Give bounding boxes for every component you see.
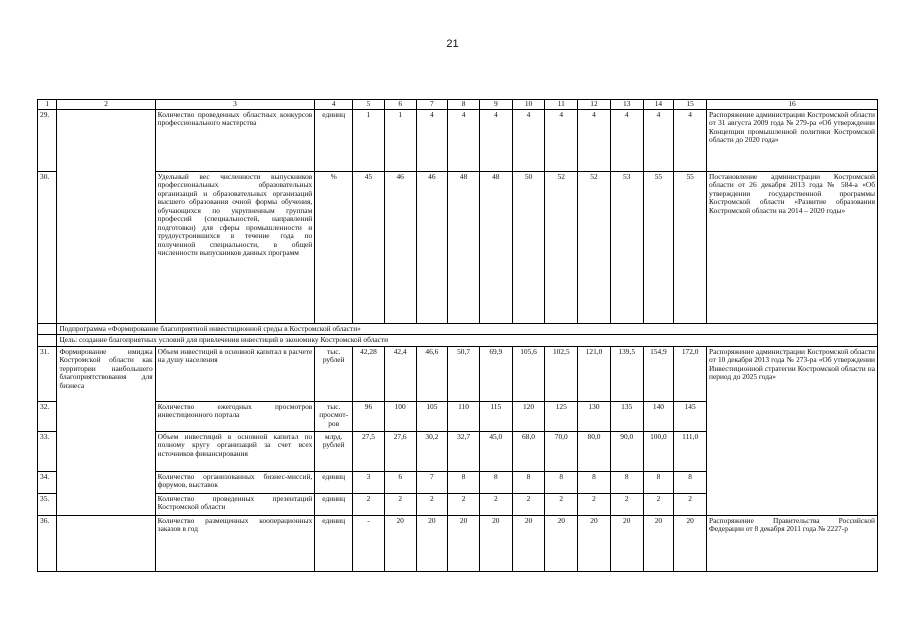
legal-basis: Распоряжение Правительства Российской Федерации от 8 декабря 2011 года № 2227-р (707, 515, 878, 571)
value-cell: 120 (512, 401, 545, 431)
goal-title: Цель: создание благоприятных условий для привлечения инвестиций в экономику Костромской области (57, 335, 878, 347)
value-cell: 20 (545, 515, 578, 571)
unit: единиц (315, 471, 353, 493)
row-number: 33. (38, 431, 57, 471)
value-cell: 20 (384, 515, 416, 571)
value-cell: 105,6 (512, 346, 545, 401)
value-cell: 20 (512, 515, 545, 571)
task-cell (57, 471, 155, 493)
unit: тыс. просмот-ров (315, 401, 353, 431)
value-cell: 8 (674, 471, 707, 493)
value-cell: 8 (610, 471, 643, 493)
indicator-name: Объем инвестиций в основной капитал по полному кругу организаций за счет всех источников финансирования (155, 431, 315, 471)
table-row (38, 515, 878, 571)
value-cell: 30,2 (416, 431, 448, 471)
value-cell: 140 (643, 401, 674, 431)
table-row (38, 431, 878, 471)
value-cell: 55 (674, 171, 707, 323)
value-cell: 4 (416, 109, 448, 171)
value-cell: 2 (643, 493, 674, 515)
value-cell: 50 (512, 171, 545, 323)
row-number: 31. (38, 346, 57, 401)
value-cell: 4 (643, 109, 674, 171)
value-cell: 115 (479, 401, 512, 431)
legal-basis (707, 401, 878, 431)
unit: тыс. рублей (315, 346, 353, 401)
table-row (38, 493, 878, 515)
indicator-name: Количество ежегодных просмотров инвестиционного портала (155, 401, 315, 431)
indicator-name: Количество проведенных презентаций Костромской области (155, 493, 315, 515)
row-number (38, 335, 57, 347)
row-number: 35. (38, 493, 57, 515)
header-cell: 10 (512, 100, 545, 110)
value-cell: 2 (578, 493, 611, 515)
indicator-name: Количество организованных бизнес-миссий, форумов, выставок (155, 471, 315, 493)
value-cell: 8 (479, 471, 512, 493)
value-cell: 105 (416, 401, 448, 431)
value-cell: 121,0 (578, 346, 611, 401)
value-cell: 2 (384, 493, 416, 515)
value-cell: 55 (643, 171, 674, 323)
unit: единиц (315, 515, 353, 571)
task-cell: Формирование имиджа Костромской области как территории наибольшего благоприятствования для бизнеса (57, 346, 155, 401)
header-cell: 16 (707, 100, 878, 110)
legal-basis: Постановление администрации Костромской области от 26 декабря 2013 года № 584-а «Об утверждении государственной программы Костромской области «Развитие образования Костромской области на 2014 – 2020 годы» (707, 171, 878, 323)
value-cell: 46 (416, 171, 448, 323)
task-cell (57, 171, 155, 323)
value-cell: 42,28 (353, 346, 385, 401)
subprogram-row (38, 323, 878, 335)
header-cell: 3 (155, 100, 315, 110)
value-cell: 4 (545, 109, 578, 171)
header-cell: 15 (674, 100, 707, 110)
indicator-name: Количество размещенных кооперационных заказов в год (155, 515, 315, 571)
row-number: 36. (38, 515, 57, 571)
value-cell: 145 (674, 401, 707, 431)
row-number: 34. (38, 471, 57, 493)
value-cell: 20 (578, 515, 611, 571)
value-cell: 45,0 (479, 431, 512, 471)
value-cell: 32,7 (448, 431, 480, 471)
header-row (38, 100, 878, 110)
header-cell: 6 (384, 100, 416, 110)
value-cell: 20 (674, 515, 707, 571)
legal-basis (707, 471, 878, 493)
value-cell: 20 (448, 515, 480, 571)
value-cell: 8 (448, 471, 480, 493)
legal-basis (707, 431, 878, 471)
value-cell: 68,0 (512, 431, 545, 471)
header-cell: 12 (578, 100, 611, 110)
row-number: 32. (38, 401, 57, 431)
subprogram-title: Подпрограмма «Формирование благоприятной инвестиционной среды в Костромской области» (57, 323, 878, 335)
table-row (38, 471, 878, 493)
value-cell: - (353, 515, 385, 571)
value-cell: 139,5 (610, 346, 643, 401)
table-row (38, 401, 878, 431)
table-row (38, 346, 878, 401)
value-cell: 110 (448, 401, 480, 431)
value-cell: 130 (578, 401, 611, 431)
indicators-table (37, 99, 878, 572)
legal-basis (707, 493, 878, 515)
header-cell: 13 (610, 100, 643, 110)
value-cell: 4 (578, 109, 611, 171)
value-cell: 20 (610, 515, 643, 571)
value-cell: 111,0 (674, 431, 707, 471)
value-cell: 8 (643, 471, 674, 493)
value-cell: 4 (674, 109, 707, 171)
value-cell: 8 (512, 471, 545, 493)
table-row (38, 109, 878, 171)
page-number: 21 (446, 38, 459, 50)
task-cell (57, 109, 155, 171)
value-cell: 8 (545, 471, 578, 493)
value-cell: 48 (448, 171, 480, 323)
indicator-name: Объем инвестиций в основной капитал в расчете на душу населения (155, 346, 315, 401)
value-cell: 2 (479, 493, 512, 515)
unit: единиц (315, 109, 353, 171)
value-cell: 1 (384, 109, 416, 171)
value-cell: 2 (674, 493, 707, 515)
value-cell: 100,0 (643, 431, 674, 471)
value-cell: 52 (578, 171, 611, 323)
value-cell: 45 (353, 171, 385, 323)
header-cell: 8 (448, 100, 480, 110)
value-cell: 2 (512, 493, 545, 515)
value-cell: 20 (416, 515, 448, 571)
value-cell: 2 (545, 493, 578, 515)
value-cell: 100 (384, 401, 416, 431)
value-cell: 6 (384, 471, 416, 493)
value-cell: 27,6 (384, 431, 416, 471)
row-number: 30. (38, 171, 57, 323)
value-cell: 46 (384, 171, 416, 323)
value-cell: 135 (610, 401, 643, 431)
value-cell: 2 (353, 493, 385, 515)
value-cell: 20 (643, 515, 674, 571)
value-cell: 102,5 (545, 346, 578, 401)
value-cell: 172,0 (674, 346, 707, 401)
value-cell: 1 (353, 109, 385, 171)
value-cell: 2 (610, 493, 643, 515)
task-cell (57, 493, 155, 515)
value-cell: 4 (512, 109, 545, 171)
value-cell: 70,0 (545, 431, 578, 471)
header-cell: 14 (643, 100, 674, 110)
unit: млрд. рублей (315, 431, 353, 471)
value-cell: 42,4 (384, 346, 416, 401)
value-cell: 4 (448, 109, 480, 171)
task-cell (57, 515, 155, 571)
unit: % (315, 171, 353, 323)
value-cell: 20 (479, 515, 512, 571)
value-cell: 3 (353, 471, 385, 493)
value-cell: 80,0 (578, 431, 611, 471)
value-cell: 50,7 (448, 346, 480, 401)
value-cell: 27,5 (353, 431, 385, 471)
header-cell: 1 (38, 100, 57, 110)
task-cell (57, 431, 155, 471)
value-cell: 154,9 (643, 346, 674, 401)
value-cell: 2 (416, 493, 448, 515)
unit: единиц (315, 493, 353, 515)
indicator-name: Удельный вес численности выпускников профессиональных образовательных организаций и образовательных организаций высшего образования очной формы обучения, обучающихся по укрупненным группам профессий (специальностей, направлений подготовки) для сферы промышленности и трудоустроившихся в течение года по полученной специальности, в общей численности выпускников данных программ (155, 171, 315, 323)
header-cell: 7 (416, 100, 448, 110)
table-row (38, 171, 878, 323)
value-cell: 46,6 (416, 346, 448, 401)
header-cell: 11 (545, 100, 578, 110)
value-cell: 90,0 (610, 431, 643, 471)
header-cell: 9 (479, 100, 512, 110)
value-cell: 53 (610, 171, 643, 323)
value-cell: 4 (479, 109, 512, 171)
value-cell: 7 (416, 471, 448, 493)
goal-row (38, 335, 878, 347)
row-number: 29. (38, 109, 57, 171)
value-cell: 4 (610, 109, 643, 171)
value-cell: 96 (353, 401, 385, 431)
value-cell: 8 (578, 471, 611, 493)
value-cell: 2 (448, 493, 480, 515)
value-cell: 48 (479, 171, 512, 323)
value-cell: 125 (545, 401, 578, 431)
header-cell: 5 (353, 100, 385, 110)
header-cell: 4 (315, 100, 353, 110)
value-cell: 52 (545, 171, 578, 323)
value-cell: 69,9 (479, 346, 512, 401)
legal-basis: Распоряжение администрации Костромской области от 10 декабря 2013 года № 273-ра «Об утверждении Инвестиционной стратегии Костромской области на период до 2025 года» (707, 346, 878, 401)
legal-basis: Распоряжение администрации Костромской области от 31 августа 2009 года № 279-ра «Об утверждении Концепции промышленной политики Костромской области до 2020 года» (707, 109, 878, 171)
row-number (38, 323, 57, 335)
task-cell (57, 401, 155, 431)
header-cell: 2 (57, 100, 155, 110)
indicator-name: Количество проведенных областных конкурсов профессионального мастерства (155, 109, 315, 171)
